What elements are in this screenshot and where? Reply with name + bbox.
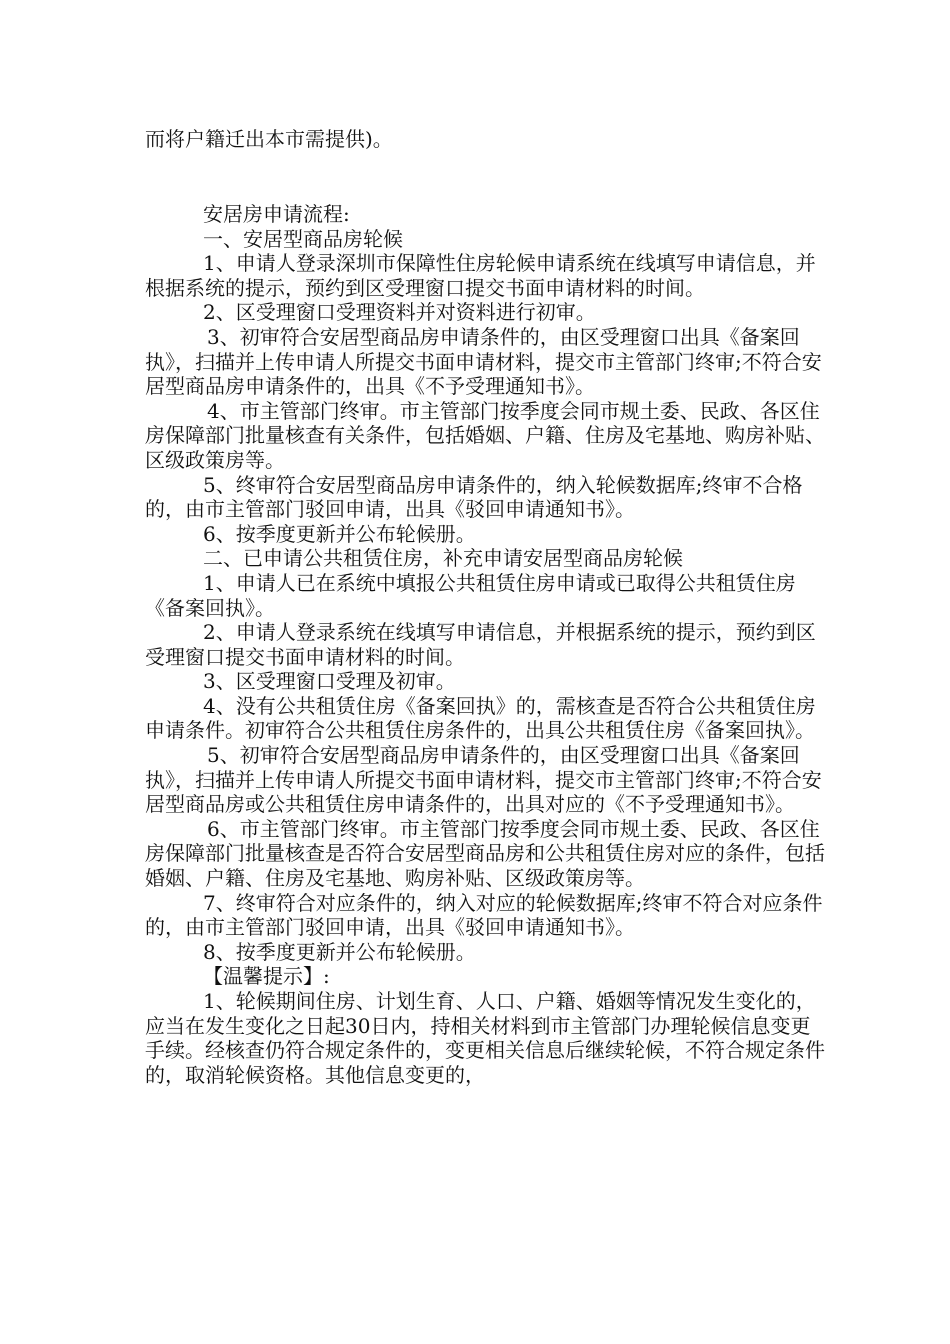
section2-item-8: 8、按季度更新并公布轮候册。 (203, 939, 476, 964)
section1-title: 一、安居型商品房轮候 (203, 226, 403, 251)
document-body (145, 202, 825, 1087)
section2-item-2: 2、申请人登录系统在线填写申请信息，并根据系统的提示，预约到区受理窗口提交书面申请材料的时间。 (145, 620, 816, 669)
section1-item-3: 3、初审符合安居型商品房申请条件的，由区受理窗口出具《备案回执》，扫描并上传申请人所提交书面申请材料，提交市主管部门终审;不符合安居型商品房申请条件的，出具《不予受理通知书》。 (145, 324, 822, 399)
section1-item-6: 6、按季度更新并公布轮候册。 (203, 521, 476, 546)
section2-item-7: 7、终审符合对应条件的，纳入对应的轮候数据库;终审不符合对应条件的，由市主管部门驳回申请，出具《驳回申请通知书》。 (145, 890, 823, 940)
process-heading: 安居房申请流程: (203, 202, 350, 226)
section1-item-5: 5、终审符合安居型商品房申请条件的，纳入轮候数据库;终审不合格的，由市主管部门驳回申请，出具《驳回申请通知书》。 (145, 472, 803, 522)
section2-item-5: 5、初审符合安居型商品房申请条件的，由区受理窗口出具《备案回执》，扫描并上传申请人所提交书面申请材料，提交市主管部门终审;不符合安居型商品房或公共租赁住房申请条件的，出具对应的《不予受理通知书》。 (145, 743, 822, 817)
top-fragment: 而将户籍迁出本市需提供)。 (145, 127, 393, 151)
section2-item-6: 6、市主管部门终审。市主管部门按季度会同市规土委、民政、各区住房保障部门批量核查是否符合安居型商品房和公共租赁住房对应的条件，包括婚姻、户籍、住房及宅基地、购房补贴、区级政策房等。 (145, 816, 825, 891)
section1-item-4: 4、市主管部门终审。市主管部门按季度会同市规土委、民政、各区住房保障部门批量核查有关条件，包括婚姻、户籍、住房及宅基地、购房补贴、区级政策房等。 (145, 398, 825, 472)
section1-item-2: 2、区受理窗口受理资料并对资料进行初审。 (203, 300, 596, 325)
section2-item-1: 1、申请人已在系统中填报公共租赁住房申请或已取得公共租赁住房《备案回执》。 (145, 570, 796, 620)
section1-item-1: 1、申请人登录深圳市保障性住房轮候申请系统在线填写申请信息，并根据系统的提示，预约到区受理窗口提交书面申请材料的时间。 (145, 251, 816, 300)
section2-title: 二、已申请公共租赁住房，补充申请安居型商品房轮候 (203, 546, 683, 571)
section2-item-4: 4、没有公共租赁住房《备案回执》的，需核查是否符合公共租赁住房申请条件。初审符合公共租赁住房条件的，出具公共租赁住房《备案回执》。 (145, 693, 816, 743)
tips-title: 【温馨提示】: (203, 964, 330, 989)
section2-item-3: 3、区受理窗口受理及初审。 (203, 669, 456, 694)
tips-item-1: 1、轮候期间住房、计划生育、人口、户籍、婚姻等情况发生变化的，应当在发生变化之日起30日内，持相关材料到市主管部门办理轮候信息变更手续。经核查仍符合规定条件的，变更相关信息后继续轮候，不符合规定条件的，取消轮候资格。其他信息变更的， (145, 989, 825, 1087)
